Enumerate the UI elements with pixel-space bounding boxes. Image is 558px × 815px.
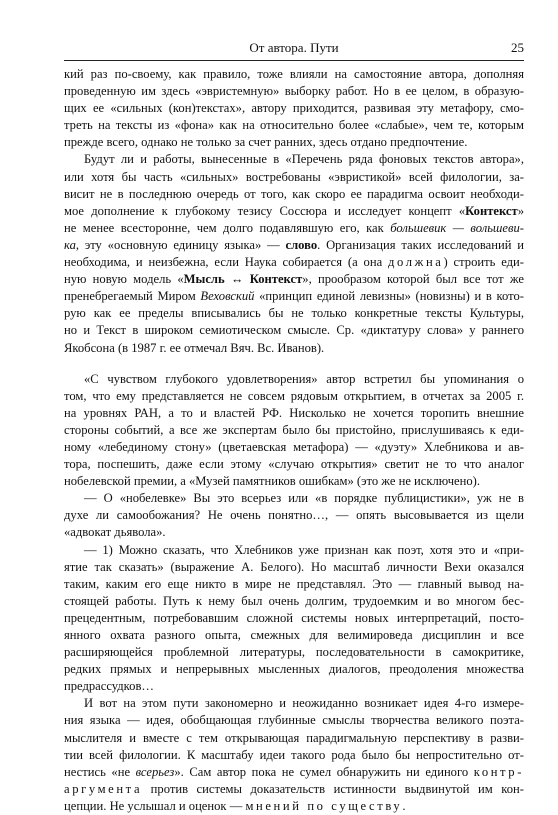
text-line: янного охвата разного опыта, смежных для велимироведа дисциплин и все [64, 628, 524, 642]
text-line: редких прямых и непрерывных мысленных диалогов, преодоления множества [64, 662, 524, 677]
text-line: — О «нобелевке» Вы это всерьез или «в порядке публицистики», уж не в [84, 491, 524, 506]
text-line: тии всей филологии. К масштабу идеи такого рода было бы непростительно от- [64, 747, 524, 762]
page-body [64, 66, 524, 815]
running-header [64, 38, 524, 58]
text-line: духе ли самообожания? Не очень понятно…, — опять высовывается из щели [64, 508, 524, 523]
text-line: нестись «не всерьез». Сам автор пока не сумел обнаружить ни единого контр- [64, 764, 524, 779]
text-line: треть на тексты из «фона» как на относительно более «слабые», чем те, которым [64, 118, 524, 133]
page-number: 25 [511, 40, 524, 55]
text-line: необходима, и неизбежна, если Наука собирается (а она должна) строить еди- [64, 255, 524, 270]
text-line: — 1) Можно сказать, что Хлебников уже признан как поэт, хотя это и «при- [84, 542, 524, 557]
text-line: Будут ли и работы, вынесенные в «Перечень ряда фоновых текстов автора», [84, 152, 524, 167]
text-line: аргумента против системы доказательств истинности выдвинутой им кон- [64, 781, 524, 796]
paragraph-gap [64, 357, 524, 371]
text-line: стоящей работы. Путь к нему был очень долгим, трудоемким и во многом бес- [64, 593, 524, 608]
text-line: или хотя бы часть «сильных» востребованы «эвристикой» всей филологии, за- [64, 169, 524, 184]
text-line: на уровнях РАН, а то и властей РФ. Нисколько не хочется торопить внешние [64, 405, 524, 420]
text-line: расширяющейся проблемной литературы, последовательности в самокритике, [64, 645, 524, 660]
text-line: щих ее «сильных (кон)текстах», автору приходится, развивая эту метафору, смо- [64, 101, 524, 116]
text-line: «С чувством глубокого удовлетворения» автор встретил бы упоминания о [84, 371, 524, 386]
text-line: нобелевской премии, а «Музей памятников ошибкам» (это же не исключено). [64, 474, 481, 489]
text-line: рую как ее пределы вписывались бы не только конкретные тексты Культуры, [64, 306, 524, 321]
text-line: таким, каким его еще никто в мире не представлял. Это — главный вывод на- [64, 576, 524, 591]
text-line: кий раз по-своему, как правило, тоже влияли на самостояние автора, дополняя [64, 67, 524, 81]
text-line: не менее всесторонне, чем долго подавлявшую его, как большевик — вольшеви- [64, 220, 524, 235]
text-line: предрассудков… [64, 679, 154, 694]
text-line: но и Текст в широком семиотическом смысле. Ср. «диктатуру слова» у раннего [64, 323, 524, 338]
text-line: Якобсона (в 1987 г. ее отмечал Вяч. Вс. Иванов). [64, 340, 325, 355]
text-line: пренебрегаемый Миром Веховский «принцип единой левизны» (новизны) и в кото- [64, 289, 524, 304]
running-title: От автора. Пути [249, 40, 339, 55]
text-line: ную новую модель «Мысль ↔ Контекст», прообразом которой был все тот же [64, 272, 524, 287]
text-line: тора, поспешить, даже если этому «случаю открытия» светит не то что аналог [64, 457, 524, 472]
text-line: прежде всего, однако не только за счет ранних, здесь отдано предпочтение. [64, 135, 468, 150]
text-line: ка, эту «основную единицу языка» — слово. Организация таких исследований и [64, 237, 524, 252]
text-line: ному «лебединому стону» (цветаевская метафора) — «дуэту» Хлебникова и ав- [64, 439, 524, 454]
text-line: ятие так сказать» (выражение А. Белого). Но масштаб личности Вехи оказался [64, 559, 524, 574]
header-rule [64, 60, 524, 61]
text-line: проведенную им здесь «эвристемную» выборку работ. Но в ее целом, в образую- [64, 84, 524, 99]
text-line: прецедентным, потребовавшим сложной системы новых интерпретаций, посто- [64, 610, 524, 625]
text-line: том, что ему представляется не совсем рядовым открытием, в отчетах за 2005 г. [64, 388, 524, 403]
text-line: И вот на этом пути закономерно и неожиданно возникает идея 4-го измере- [84, 696, 524, 711]
text-line: мое дополнение к глубокому тезису Соссюра и исследует концепт «Контекст» [64, 203, 524, 218]
text-line: цепции. Не услышал и оценок — мнений по существу. [64, 798, 406, 813]
text-line: мыслителя и вместе с тем открывающая парадигмальную перспективу в разви- [64, 730, 524, 745]
text-line: висит не в последнюю очередь от того, как скоро ее парадигма освоит необходи- [64, 186, 524, 201]
text-line: стороны событий, а все же экспертам было бы пристойно, прислушиваясь к еди- [64, 422, 524, 437]
text-line: ния языка — идея, обобщающая глубинные смыслы творчества великого поэта- [64, 713, 524, 728]
text-line: «адвокат дьявола». [64, 525, 166, 540]
